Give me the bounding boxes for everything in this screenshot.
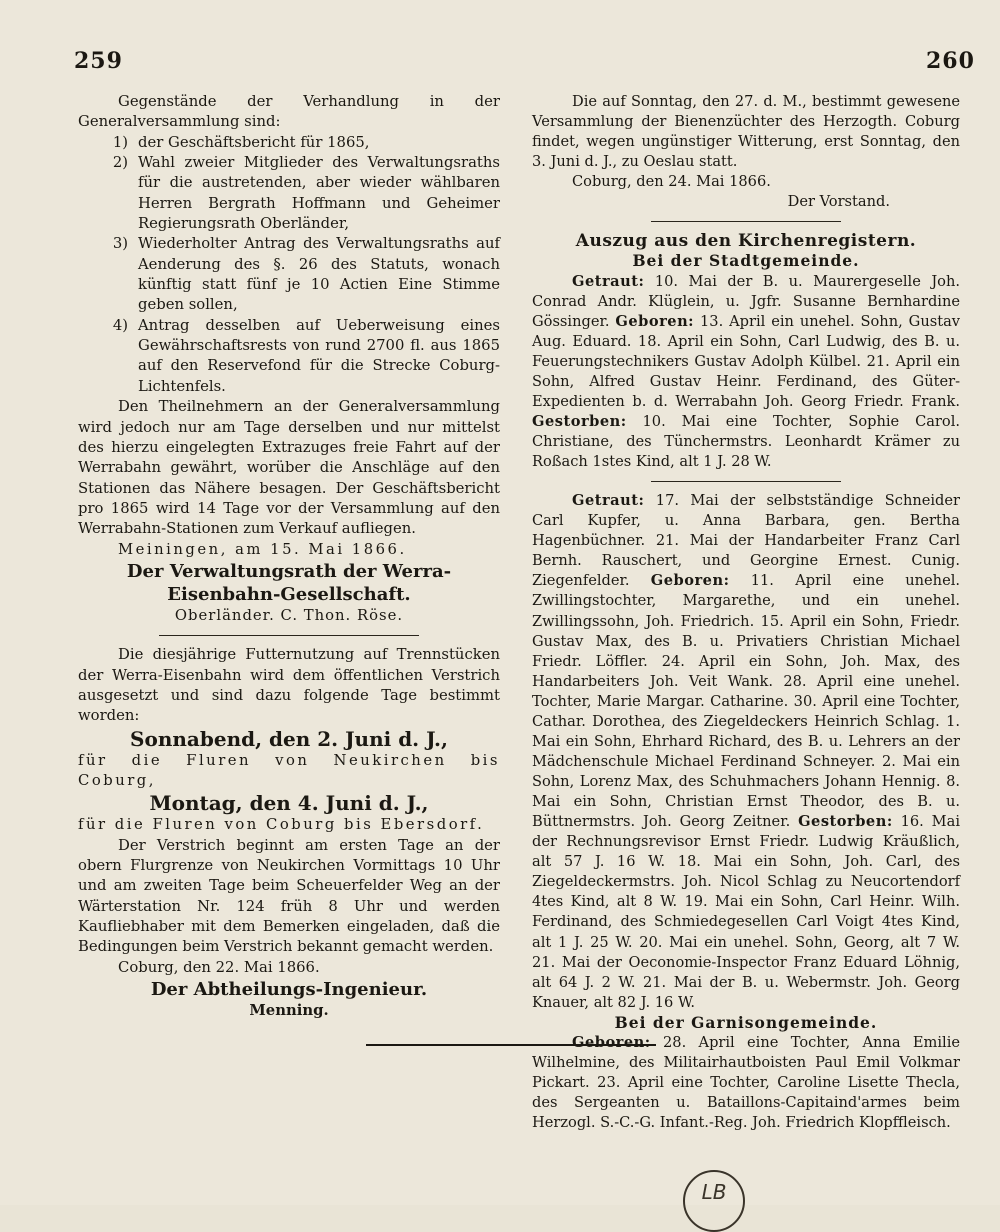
divider (651, 481, 841, 482)
label-died: Gestorben: (532, 412, 627, 430)
agenda-item-text: der Geschäftsbericht für 1865, (138, 133, 370, 151)
signature-board-line2: Eisenbahn-Gesellschaft. (167, 583, 411, 605)
divider (651, 221, 841, 222)
right-column (532, 92, 960, 1133)
agenda-item (78, 153, 500, 234)
entry-died: 16. Mai der Rechnungsrevisor Ernst Friedr. Ludwig Kräußlich, alt 57 J. 16 W. 18. Mai ein Sohn, Joh. Carl, des Ziegeldeckermstrs. Joh. Nicol Schlag zu Neucortendorf 4tes Kind, alt 8 W. 19. Mai ein Sohn, Carl Heinr. Wilh. Ferdinand, des Schmiedegesellen Carl Voigt 4tes Kind, alt 1 J. 25 W. 20. Mai ein unehel. Sohn, Georg, alt 7 W. 21. Mai der Oeconomie-Inspector Franz Eduard Löhnig, alt 64 J. 2 W. 21. Mai der B. u. Webermstr. Joh. Georg Knauer, alt 82 J. 16 W. (532, 813, 960, 1011)
agenda-item-text: Wiederholter Antrag des Verwaltungsraths auf Aenderung des §. 26 des Statuts, wonach künftig statt fünf je 10 Actien Eine Stimme geben sollen, (138, 235, 500, 314)
auction-day-1: Sonnabend, den 2. Juni d. J., (130, 726, 448, 751)
divider (159, 635, 419, 636)
entry-died: 10. Mai eine Tochter, Sophie Carol. Christiane, des Tünchermstrs. Leonhardt Krämer zu Roßach 1stes Kind, alt 1 J. 28 W. (532, 412, 961, 471)
auction-paragraph: Der Verstrich beginnt am ersten Tage an der obern Flurgrenze von Neukirchen Vormittags 10 Uhr und am zweiten Tage beim Scheuerfelder Weg an der Wärterstation Nr. 124 früh 8 Uhr und werden Kaufliebhaber mit dem Bemerken eingeladen, daß die Bedingungen beim Verstrich bekannt gemacht werden. (78, 836, 500, 956)
assembly-paragraph: Den Theilnehmern an der Generalversammlung wird jedoch nur am Tage derselben und nur mittelst des hierzu eingelegten Extrazuges freie Fahrt auf der Werrabahn gewährt, worüber die Anschläge auf den Stationen das Nähere besagen. Der Geschäftsbericht pro 1865 wird 14 Tage vor der Versammlung auf den Werrabahn-Stationen zum Verkauf aufliegen. (78, 398, 500, 538)
subheading-garrison-parish: Bei der Garnisongemeinde. (614, 1012, 878, 1032)
signature-board: Der Vorstand. (787, 193, 890, 211)
page-number-left: 259 (74, 48, 123, 74)
auction-day-2: Montag, den 4. Juni d. J., (149, 791, 429, 816)
agenda-item (78, 316, 500, 397)
dateline-meiningen: Meiningen, am 15. Mai 1866. (118, 540, 407, 558)
agenda-intro: Gegenstände der Verhandlung in der Generalversammlung sind: (78, 93, 500, 131)
beekeepers-notice: Die auf Sonntag, den 27. d. M., bestimmt gewesene Versammlung der Bienenzüchter des Herzogth. Coburg findet, wegen ungünstiger Witterung, erst Sonntag, den 3. Juni d. J., zu Oeslau statt. (532, 93, 960, 171)
entry-married: 17. Mai der selbstständige Schneider Carl Kupfer, u. Anna Barbara, gen. Bertha Hagenbüchner. 21. Mai der Handarbeiter Franz Carl Bernh. Rauschert, und Georgine Ernest. Cunig. Ziegenfelder. (532, 492, 960, 590)
signature-engineer-name: Menning. (249, 1002, 329, 1020)
label-married: Getraut: (572, 272, 645, 290)
label-born: Geboren: (615, 312, 695, 330)
label-born: Geboren: (572, 1033, 651, 1051)
agenda-item-number: 4) (112, 316, 128, 334)
auction-day-1-text: für die Fluren von Neukirchen bis Coburg, (78, 751, 500, 789)
agenda-item (78, 133, 500, 153)
dateline-coburg: Coburg, den 22. Mai 1866. (118, 958, 320, 976)
left-column (78, 92, 500, 1021)
library-stamp: LB (683, 1170, 745, 1232)
signature-board-line1: Der Verwaltungsrath der Werra- (126, 560, 452, 582)
fodder-notice: Die diesjährige Futternutzung auf Trennstücken der Werra-Eisenbahn wird dem öffentlichen Verstrich ausgesetzt und sind dazu folgende Tage bestimmt worden: (78, 646, 500, 725)
agenda-item-number: 2) (112, 154, 128, 172)
entry-married: 10. Mai der B. u. Maurergeselle Joh. Conrad Andr. Klüglein, u. Jgfr. Susanne Bernhardine Gössinger. (532, 272, 960, 330)
auction-day-2-text: für die Fluren von Coburg bis Ebersdorf. (78, 816, 485, 834)
entry-born: 28. April eine Tochter, Anna Emilie Wilhelmine, des Militairhautboisten Paul Emil Volkmar Pickart. 23. April eine Tochter, Caroline Lisette Thecla, des Sergeanten u. Bataillons-Capitaind'armes beim Herzogl. S.-C.-G. Infant.-Reg. Joh. Friedrich Klopffleisch. (532, 1033, 960, 1132)
agenda-list (78, 133, 500, 397)
label-born: Geboren: (650, 572, 730, 590)
label-married: Getraut: (572, 492, 645, 510)
bottom-rule (366, 1044, 656, 1046)
agenda-item (78, 234, 500, 315)
label-died: Gestorben: (798, 813, 893, 831)
agenda-item-text: Wahl zweier Mitglieder des Verwaltungsraths für die austretenden, aber wieder wählbaren Herren Bergrath Hoffmann und Geheimer Regierungsrath Oberländer, (138, 154, 500, 233)
page-number-right: 260 (926, 48, 975, 74)
agenda-item-number: 1) (112, 133, 128, 151)
signature-engineer-title: Der Abtheilungs-Ingenieur. (150, 979, 428, 1001)
subheading-city-parish: Bei der Stadtgemeinde. (632, 251, 860, 271)
entry-born: 13. April ein unehel. Sohn, Gustav Aug. Eduard. 18. April ein Sohn, Carl Ludwig, des B. u. Feuerungstechnikers Gustav Adolph Külbel. 21. April ein Sohn, Alfred Gustav Heinr. Ferdinand, des Güter-Expedienten b. d. Werrabahn Joh. Georg Friedr. Frank. (532, 312, 961, 410)
agenda-item-text: Antrag desselben auf Ueberweisung eines Gewährschaftsrests von rund 2700 fl. aus 1865 auf den Reservefond für die Strecke Coburg-Lichtenfels. (138, 316, 500, 395)
dateline-coburg-right: Coburg, den 24. Mai 1866. (572, 173, 771, 191)
entry-born: 11. April eine unehel. Zwillingstochter, Margarethe, und ein unehel. Zwillingssohn, Joh. Friedrich. 15. April ein Sohn, Friedr. Gustav Max, des B. u. Privatiers Christian Michael Friedr. Löffler. 24. April ein Sohn, Joh. Max, des Handarbeiters Joh. Veit Wank. 28. April eine unehel. Tochter, Marie Margar. Catharine. 30. April eine Tochter, Cathar. Dorothea, des Ziegeldeckers Heinrich Schlag. 1. Mai ein Sohn, Ehrhard Richard, des B. u. Lehrers an der Mädchenschule Michael Ferdinand Schneyer. 2. Mai ein Sohn, Lorenz Max, des Schuhmachers Johann Hennig. 8. Mai ein Sohn, Christian Ernst Theodor, des B. u. Büttnermstrs. Joh. Georg Zeitner. (532, 572, 961, 831)
section-heading: Auszug aus den Kirchenregistern. (575, 231, 917, 252)
agenda-item-number: 3) (112, 235, 128, 253)
signature-names: Oberländer. C. Thon. Röse. (174, 606, 404, 624)
